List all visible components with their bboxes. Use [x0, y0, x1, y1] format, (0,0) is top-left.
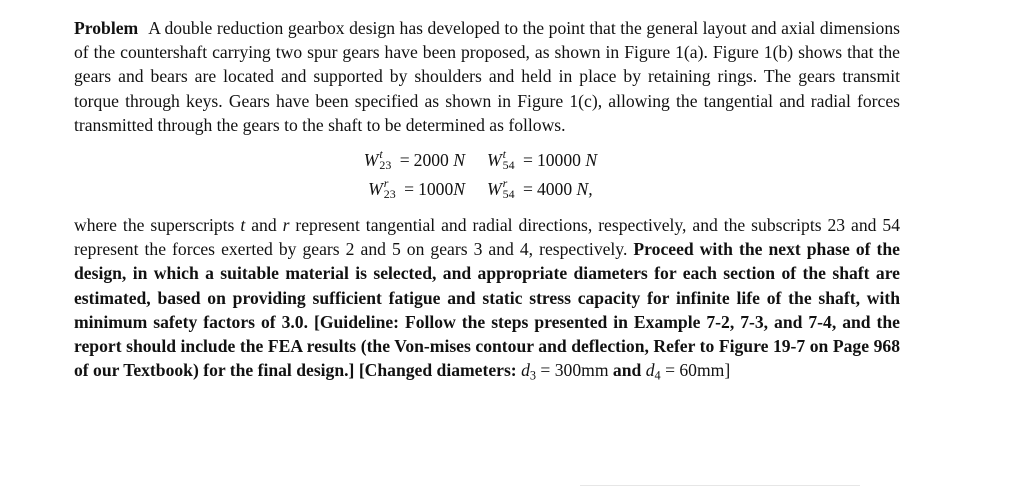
problem-intro-text: A double reduction gearbox design has developed to the point that the general layout and axial dimensions of the countershaft carrying two spur gears have been proposed, as shown in Figure 1(a). Figure 1(b) shows that the gears and bears are located and supported by shoulders and held in place by retaining rings. The gears transmit torque through keys. Gears have been specified as shown in Figure 1(c), allowing the tangential and radial forces transmitted through the gears to the shaft to be determined as follows. — [74, 18, 900, 135]
problem-intro-paragraph — [74, 16, 900, 137]
equation-w23-tangential: W t 23 = 2000 N — [363, 147, 465, 172]
equation-w54-radial: W r 54 = 4000 N, — [487, 176, 593, 201]
equation-w54-tangential: W t 54 = 10000 N — [487, 147, 598, 172]
force-equations — [74, 147, 900, 203]
changed-diameters: [Changed diameters: $d_3 = 300mm$ and $d_4 = 60mm$] — [358, 360, 731, 383]
design-instructions: Proceed with the next phase of the design, in which a suitable material is selected, and appropriate diameters for each section of the shaft are estimated, based on providing sufficient fatigue and static stress capacity for infinite life of the shaft, with minimum safety factors of 3.0. [Guideline: Follow the steps presented in Example 7-2, 7-3, and 7-4, and the report should include the FEA results (the Von-mises contour and deflection, Refer to Figure 19-7 on Page 968 of our Textbook) for the final design.] — [74, 239, 900, 381]
equation-w23-radial: W r 23 = 1000N — [368, 176, 465, 201]
problem-label: Problem — [74, 18, 139, 38]
problem-document — [74, 16, 900, 388]
problem-body-paragraph: where the superscripts t and r represent tangential and radial directions, respectively, and the subscripts 23 and 54 represent the forces exerted by gears 2 and 5 on gears 3 and 4, respectively. Proceed with the next phase of the design, in which a suitable material is selected, and appropriate diameters for each section of the shaft are estimated, based on providing sufficient fatigue and static stress capacity for infinite life of the shaft, with minimum safety factors of 3.0. [Guideline: Follow the steps presented in Example 7-2, 7-3, and 7-4, and the report should include the FEA results (the Von-mises contour and deflection, Refer to Figure 19-7 on Page 968 of our Textbook) for the final design.] [Changed diameters: $d_3 = 300mm$ and $d_4 = 60mm$] — [74, 215, 900, 383]
divider-line — [580, 485, 860, 486]
